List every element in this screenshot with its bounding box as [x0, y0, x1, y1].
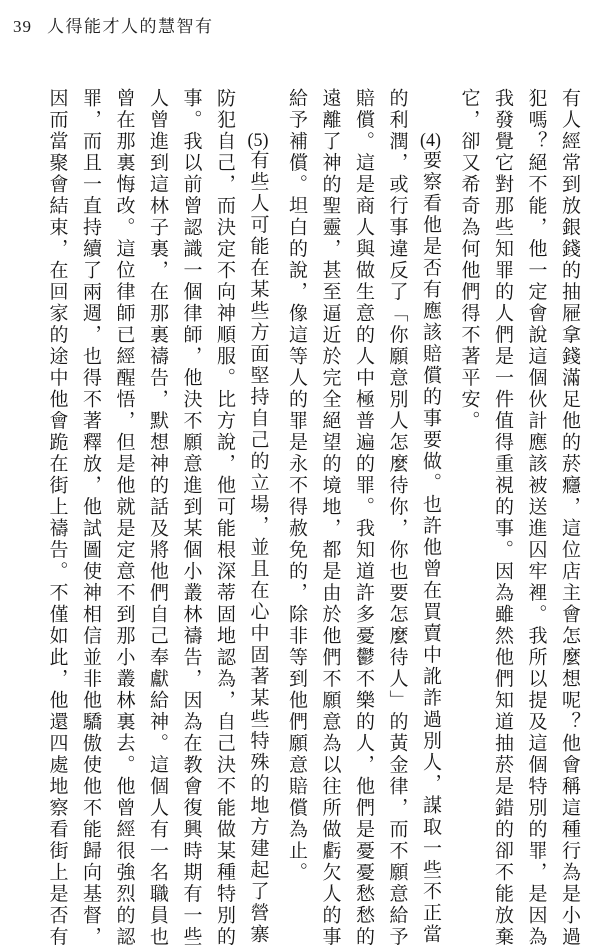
- item-number-marker: (4): [420, 131, 441, 150]
- paragraph-text: 有些人可能在某些方面堅持自己的立場，並且在心中固著某些特殊的地方建起了營寨防犯自己，而決定不向神順服。比方說，他可能根深蒂固地認為，自己決不能做某種特別的事。我以前曾認識一個律師，他決不願意進到某個小叢林禱告，因為在教會復興時期有一些人曾進到這林子裏，在那裏禱告，默想神的話及將他們自己奉獻給神。這個人有一名職員也曾在那裏悔改。這位律師已經醒悟，但是他就是定意不到那小叢林裏去。他曾經很強烈的認罪，而且一直持續了兩週，也得不著釋放，他試圖使神相信並非他驕傲使他不能歸向基督，因而當聚會結束，在回家的途中他會跪在街上禱告。不僅如此，他還四處地察看街上是否有: [46, 88, 269, 948]
- page-body-vertical-text: [40, 88, 586, 949]
- paragraph-text: 要察看他是否有應該賠償的事要做。也許他曾在買賣中訛詐過別人，謀取一些不正當的利潤，或行事違反了「你願意別人怎麼待你，你也要怎麼待人」的黃金律，而不願意給予賠償。這是商人與做生意的人中極普遍的罪。我知道許多憂鬱不樂的人，他們是憂憂愁愁的遠離了神的聖靈，甚至逼近於完全絕望的境地，都是由於他們不願意為以往所做虧欠人的事給予補償。坦白的說，像這等人的罪是永不得赦免的，除非等到他們願意賠償為止。: [286, 88, 441, 948]
- running-title: 人得能才人的慧智有: [47, 17, 214, 36]
- paragraph-text: 有人經常到放銀錢的抽屜拿錢滿足他的菸癮，這位店主會怎麼想呢？他會稱這種行為是小過犯嗎？絕不能，他一定會說這個伙計應該被送進囚牢裡。我所以提及這個特別的罪，是因為我發覺它對那些知罪的人們是一件值得重視的事。因為雖然他們知道抽菸是錯的卻不能放棄它，卻又希奇為何他們得不著平安。: [458, 88, 580, 948]
- paragraph-item-5: [40, 88, 275, 949]
- paragraph-item-4: [280, 88, 448, 949]
- paragraph-continuation: [452, 88, 586, 949]
- item-number-marker: (5): [247, 131, 269, 150]
- page-number: 39: [13, 17, 32, 36]
- page-header: [13, 12, 214, 37]
